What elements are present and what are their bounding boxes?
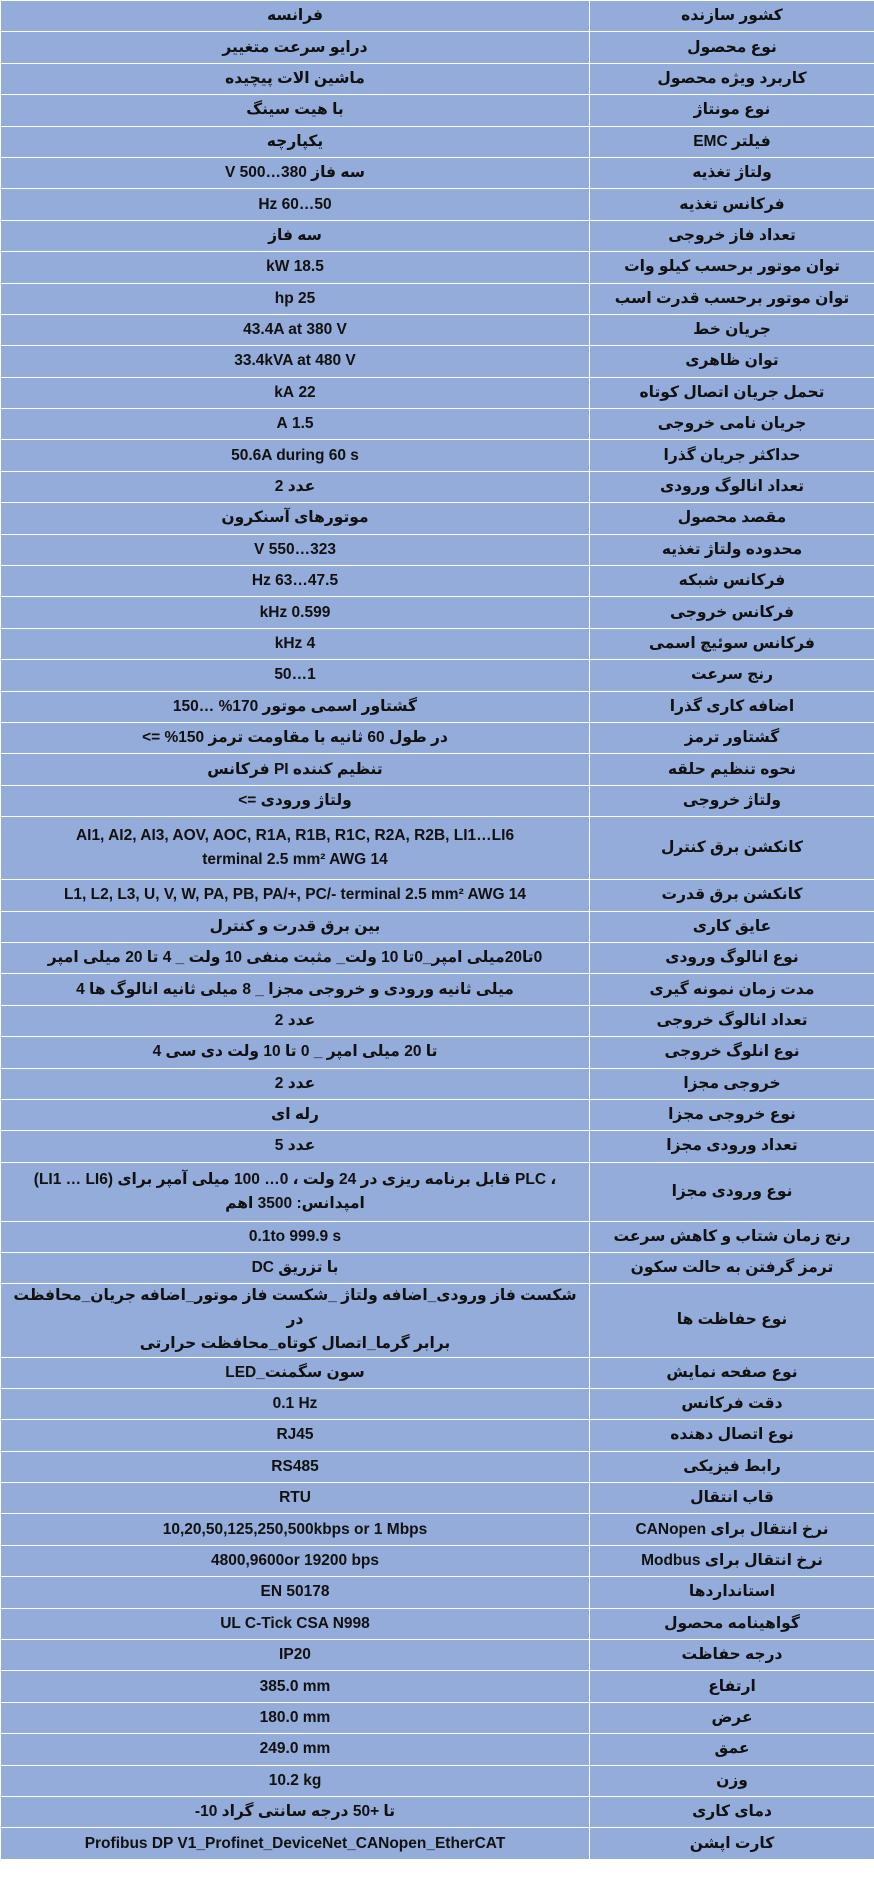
spec-value: تا 20 میلی امپر _ 0 تا 10 ولت دی سی 4 <box>1 1037 590 1068</box>
spec-value <box>1 1284 590 1357</box>
spec-label: فرکانس سوئیچ اسمی <box>590 628 874 659</box>
spec-value: 0.1 Hz <box>1 1388 590 1419</box>
spec-value: 0.599 kHz <box>1 597 590 628</box>
spec-value: با هیت سینگ <box>1 95 590 126</box>
spec-value: RJ45 <box>1 1420 590 1451</box>
table-row <box>1 974 874 1005</box>
spec-value: IP20 <box>1 1640 590 1671</box>
spec-label: ارتفاع <box>590 1671 874 1702</box>
spec-label: رنج زمان شتاب و کاهش سرعت <box>590 1221 874 1252</box>
spec-label: قاب انتقال <box>590 1483 874 1514</box>
table-row <box>1 691 874 722</box>
spec-value: 25 hp <box>1 283 590 314</box>
spec-label: نوع صفحه نمایش <box>590 1357 874 1388</box>
spec-value: Profibus DP V1_Profinet_DeviceNet_CANopen_EtherCAT <box>1 1828 590 1859</box>
spec-label: دمای کاری <box>590 1796 874 1827</box>
spec-value: تا +50 درجه سانتی گراد 10- <box>1 1796 590 1827</box>
spec-label: عرض <box>590 1702 874 1733</box>
table-row <box>1 1388 874 1419</box>
spec-label: کانکشن برق قدرت <box>590 880 874 911</box>
table-row <box>1 1162 874 1221</box>
spec-label: نوع خروجی مجزا <box>590 1099 874 1130</box>
spec-value: 47.5…63 Hz <box>1 566 590 597</box>
table-row <box>1 534 874 565</box>
spec-label: رابط فیزیکی <box>590 1451 874 1482</box>
spec-value: سون سگمنت_LED <box>1 1357 590 1388</box>
spec-value: گشتاور اسمی موتور 170% …150 <box>1 691 590 722</box>
table-row <box>1 346 874 377</box>
spec-value: ماشین الات پیچیده <box>1 63 590 94</box>
spec-label: توان موتور برحسب کیلو وات <box>590 252 874 283</box>
spec-value: 385.0 mm <box>1 1671 590 1702</box>
table-row <box>1 817 874 880</box>
table-row <box>1 1357 874 1388</box>
spec-value: 50.6A during 60 s <box>1 440 590 471</box>
spec-label: نوع ورودی مجزا <box>590 1162 874 1221</box>
table-row <box>1 1483 874 1514</box>
spec-value: در طول 60 ثانیه با مقاومت ترمز 150% => <box>1 722 590 753</box>
table-row <box>1 566 874 597</box>
spec-label: نوع محصول <box>590 32 874 63</box>
table-row <box>1 660 874 691</box>
spec-label: کشور سازنده <box>590 1 874 32</box>
spec-label: نرخ انتقال برای CANopen <box>590 1514 874 1545</box>
table-row <box>1 409 874 440</box>
spec-label: جریان نامی خروجی <box>590 409 874 440</box>
spec-label: مدت زمان نمونه گیری <box>590 974 874 1005</box>
spec-label: عایق کاری <box>590 911 874 942</box>
spec-label: فیلتر EMC <box>590 126 874 157</box>
table-row <box>1 63 874 94</box>
table-row <box>1 252 874 283</box>
spec-value: 4 kHz <box>1 628 590 659</box>
spec-value: 0.1to 999.9 s <box>1 1221 590 1252</box>
spec-value: موتورهای آسنکرون <box>1 503 590 534</box>
spec-label: گشتاور ترمز <box>590 722 874 753</box>
spec-value: فرانسه <box>1 1 590 32</box>
table-row <box>1 754 874 785</box>
spec-label: مقصد محصول <box>590 503 874 534</box>
table-row <box>1 377 874 408</box>
spec-value: عدد 5 <box>1 1131 590 1162</box>
spec-label: تحمل جریان اتصال کوتاه <box>590 377 874 408</box>
table-row <box>1 1640 874 1671</box>
table-row <box>1 189 874 220</box>
spec-label: تعداد فاز خروجی <box>590 220 874 251</box>
spec-label: محدوده ولتاژ تغذیه <box>590 534 874 565</box>
spec-value-line: ، PLC قابل برنامه ریزی در 24 ولت ، 0… 100 میلی آمپر برای (LI1 … LI6) <box>33 1170 557 1188</box>
spec-label: تعداد انالوگ ورودی <box>590 471 874 502</box>
spec-value-line: شکست فاز ورودی_اضافه ولتاژ _شکست فاز موتور_اضافه جریان_محافظت در <box>13 1287 577 1329</box>
spec-value: 0تا20میلی امپر_0تا 10 ولت_ مثبت منفی 10 ولت _ 4 تا 20 میلی امپر <box>1 942 590 973</box>
table-row <box>1 1765 874 1796</box>
table-row <box>1 1671 874 1702</box>
spec-label: فرکانس تغذیه <box>590 189 874 220</box>
spec-value: 10,20,50,125,250,500kbps or 1 Mbps <box>1 1514 590 1545</box>
table-row <box>1 722 874 753</box>
spec-label: توان ظاهری <box>590 346 874 377</box>
table-row <box>1 95 874 126</box>
spec-value: RTU <box>1 1483 590 1514</box>
spec-value: رله ای <box>1 1099 590 1130</box>
spec-label: نوع مونتاژ <box>590 95 874 126</box>
spec-value: RS485 <box>1 1451 590 1482</box>
spec-value-line: AI1, AI2, AI3, AOV, AOC, R1A, R1B, R1C, R2A, R2B, LI1…LI6 <box>75 827 515 845</box>
table-row <box>1 1702 874 1733</box>
table-row <box>1 1 874 32</box>
spec-label: توان موتور برحسب قدرت اسب <box>590 283 874 314</box>
table-row <box>1 1284 874 1357</box>
table-row <box>1 1608 874 1639</box>
spec-value: با تزریق DC <box>1 1253 590 1284</box>
spec-value: UL C-Tick CSA N998 <box>1 1608 590 1639</box>
table-row <box>1 1037 874 1068</box>
table-row <box>1 1514 874 1545</box>
spec-label: تعداد ورودی مجزا <box>590 1131 874 1162</box>
table-row <box>1 1253 874 1284</box>
table-row <box>1 1545 874 1576</box>
table-row <box>1 314 874 345</box>
spec-label: نوع حفاظت ها <box>590 1284 874 1357</box>
table-row <box>1 1734 874 1765</box>
spec-label: رنج سرعت <box>590 660 874 691</box>
spec-value: عدد 2 <box>1 471 590 502</box>
spec-value-line: برابر گرما_اتصال کوتاه_محافظت حرارتی <box>139 1335 451 1353</box>
spec-value: 22 kA <box>1 377 590 408</box>
spec-label: کانکشن برق کنترل <box>590 817 874 880</box>
table-row <box>1 1221 874 1252</box>
table-row <box>1 1068 874 1099</box>
spec-value: تنظیم کننده PI فرکانس <box>1 754 590 785</box>
table-row <box>1 1420 874 1451</box>
spec-value: عدد 2 <box>1 1005 590 1036</box>
spec-value: 10.2 kg <box>1 1765 590 1796</box>
table-row <box>1 1828 874 1859</box>
spec-value: 1…50 <box>1 660 590 691</box>
spec-value: EN 50178 <box>1 1577 590 1608</box>
spec-value: 50…60 Hz <box>1 189 590 220</box>
spec-value: ولتاژ ورودی => <box>1 785 590 816</box>
spec-value: 33.4kVA at 480 V <box>1 346 590 377</box>
table-row <box>1 628 874 659</box>
spec-label: ولتاژ خروجی <box>590 785 874 816</box>
table-row <box>1 880 874 911</box>
table-row <box>1 220 874 251</box>
spec-value: درایو سرعت متغییر <box>1 32 590 63</box>
spec-label: کاربرد ویژه محصول <box>590 63 874 94</box>
spec-value: L1, L2, L3, U, V, W, PA, PB, PA/+, PC/- terminal 2.5 mm² AWG 14 <box>1 880 590 911</box>
table-row <box>1 597 874 628</box>
spec-label: اضافه کاری گذرا <box>590 691 874 722</box>
spec-value: 18.5 kW <box>1 252 590 283</box>
table-row <box>1 911 874 942</box>
table-row <box>1 1099 874 1130</box>
table-row <box>1 440 874 471</box>
table-row <box>1 157 874 188</box>
spec-label: نحوه تنظیم حلقه <box>590 754 874 785</box>
spec-label: دقت فرکانس <box>590 1388 874 1419</box>
spec-label: فرکانس خروجی <box>590 597 874 628</box>
spec-label: نوع انلوگ خروجی <box>590 1037 874 1068</box>
spec-value: میلی ثانیه ورودی و خروجی مجزا _ 8 میلی ثانیه انالوگ ها 4 <box>1 974 590 1005</box>
table-row <box>1 785 874 816</box>
spec-label: کارت اپشن <box>590 1828 874 1859</box>
spec-label: فرکانس شبکه <box>590 566 874 597</box>
spec-value: 249.0 mm <box>1 1734 590 1765</box>
spec-label: ولتاژ تغذیه <box>590 157 874 188</box>
spec-value: 43.4A at 380 V <box>1 314 590 345</box>
table-row <box>1 471 874 502</box>
spec-value: 1.5 A <box>1 409 590 440</box>
spec-label: حداکثر جریان گذرا <box>590 440 874 471</box>
spec-value: بین برق قدرت و کنترل <box>1 911 590 942</box>
spec-value-line: terminal 2.5 mm² AWG 14 <box>202 851 388 869</box>
table-row <box>1 1796 874 1827</box>
spec-value-line: امپدانس: 3500 اهم <box>225 1194 365 1212</box>
spec-value: سه فاز 380…500 V <box>1 157 590 188</box>
table-row <box>1 126 874 157</box>
table-row <box>1 503 874 534</box>
spec-value: عدد 2 <box>1 1068 590 1099</box>
spec-label: خروجی مجزا <box>590 1068 874 1099</box>
spec-value: سه فاز <box>1 220 590 251</box>
spec-value: 323…550 V <box>1 534 590 565</box>
spec-label: گواهینامه محصول <box>590 1608 874 1639</box>
spec-value <box>1 1162 590 1221</box>
table-row <box>1 1577 874 1608</box>
spec-label: نرخ انتقال برای Modbus <box>590 1545 874 1576</box>
table-row <box>1 283 874 314</box>
table-row <box>1 942 874 973</box>
table-row <box>1 1131 874 1162</box>
spec-value <box>1 817 590 880</box>
spec-label: عمق <box>590 1734 874 1765</box>
spec-value: 4800,9600or 19200 bps <box>1 1545 590 1576</box>
spec-label: درجه حفاظت <box>590 1640 874 1671</box>
spec-value: یکپارچه <box>1 126 590 157</box>
spec-label: وزن <box>590 1765 874 1796</box>
spec-label: تعداد انالوگ خروجی <box>590 1005 874 1036</box>
spec-label: ترمز گرفتن به حالت سکون <box>590 1253 874 1284</box>
spec-label: جریان خط <box>590 314 874 345</box>
table-row <box>1 1451 874 1482</box>
spec-label: نوع انالوگ ورودی <box>590 942 874 973</box>
spec-label: استانداردها <box>590 1577 874 1608</box>
spec-value: 180.0 mm <box>1 1702 590 1733</box>
table-row <box>1 32 874 63</box>
spec-label: نوع اتصال دهنده <box>590 1420 874 1451</box>
table-row <box>1 1005 874 1036</box>
